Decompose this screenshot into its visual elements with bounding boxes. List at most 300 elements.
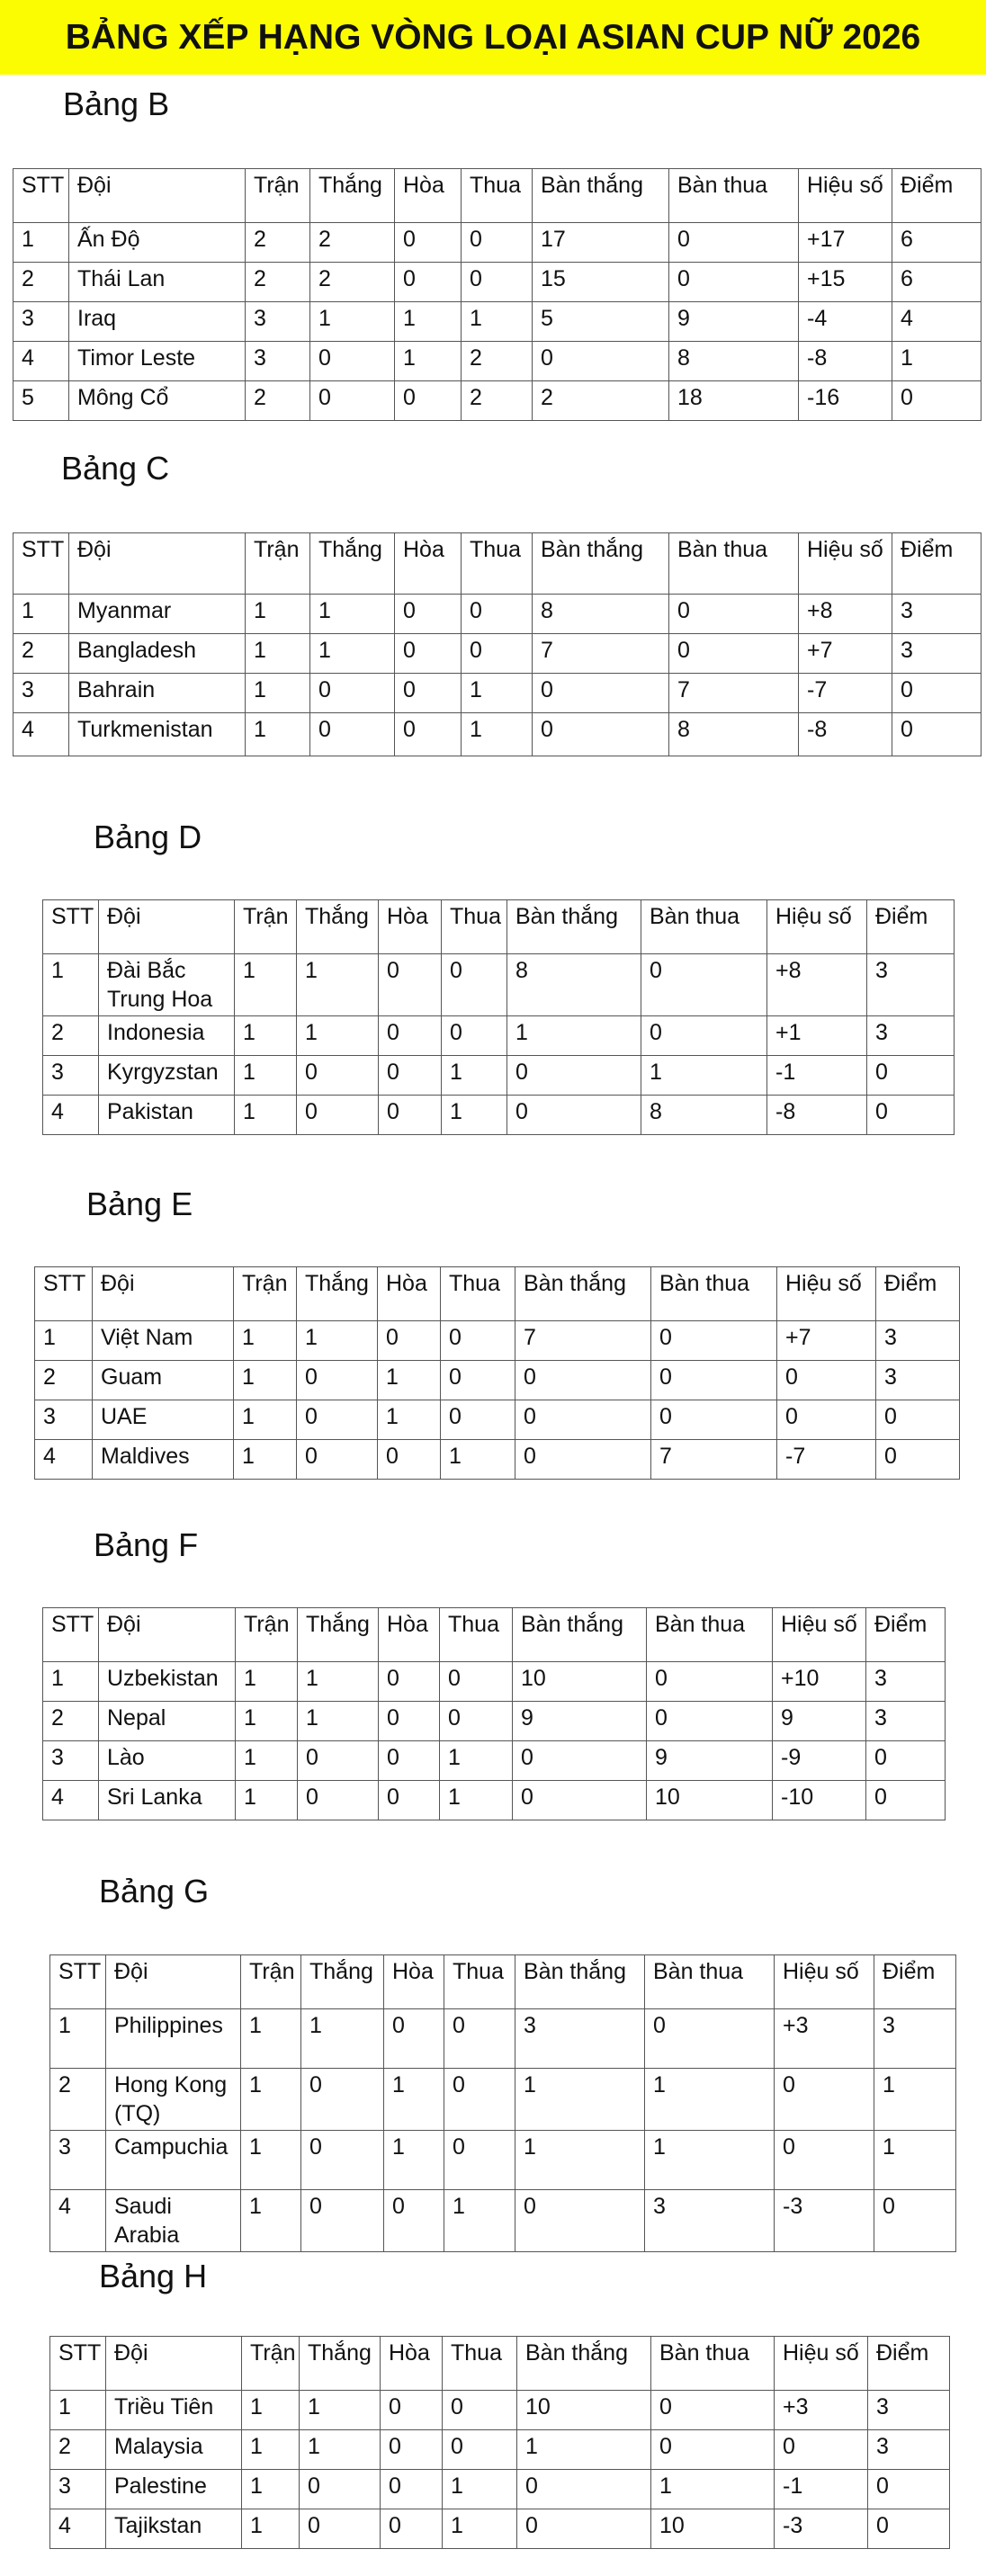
column-header: Hiệu số bbox=[775, 1955, 874, 2009]
team-name-cell: UAE bbox=[93, 1400, 234, 1440]
table-cell: 18 bbox=[669, 381, 799, 421]
column-header: Trận bbox=[236, 1608, 298, 1662]
column-header: Bàn thắng bbox=[533, 169, 669, 223]
team-name-cell: Nepal bbox=[99, 1702, 236, 1741]
table-row bbox=[13, 634, 982, 674]
column-header: STT bbox=[43, 900, 99, 954]
table-row bbox=[50, 2509, 950, 2549]
team-name-cell: Iraq bbox=[69, 302, 246, 342]
table-cell: 1 bbox=[384, 2069, 444, 2131]
table-cell: 1 bbox=[35, 1321, 93, 1361]
table-cell: 0 bbox=[775, 2430, 868, 2470]
table-cell: 1 bbox=[641, 1056, 767, 1096]
team-name-cell: Philippines bbox=[106, 2009, 241, 2069]
table-cell: 0 bbox=[866, 1741, 946, 1781]
table-cell: 1 bbox=[300, 2430, 381, 2470]
table-header-row bbox=[35, 1267, 960, 1321]
table-cell: 0 bbox=[297, 1361, 378, 1400]
column-header: Đội bbox=[69, 533, 246, 595]
table-cell: 0 bbox=[868, 2509, 950, 2549]
table-cell: 2 bbox=[43, 1702, 99, 1741]
table-cell: -16 bbox=[799, 381, 892, 421]
table-cell: 1 bbox=[310, 595, 395, 634]
column-header: Hiệu số bbox=[773, 1608, 866, 1662]
column-header: Trận bbox=[235, 900, 297, 954]
team-name-cell: Tajikstan bbox=[106, 2509, 242, 2549]
table-cell: 3 bbox=[866, 1662, 946, 1702]
table-cell: 3 bbox=[246, 302, 310, 342]
table-cell: 1 bbox=[246, 634, 310, 674]
table-cell: 0 bbox=[462, 263, 533, 302]
team-name-cell: Bahrain bbox=[69, 674, 246, 713]
group-title: Bảng H bbox=[99, 2258, 208, 2294]
table-cell: 1 bbox=[298, 1662, 379, 1702]
table-cell: 0 bbox=[513, 1781, 647, 1820]
team-name-cell: Sri Lanka bbox=[99, 1781, 236, 1820]
table-cell: 0 bbox=[379, 1056, 442, 1096]
column-header: Bàn thua bbox=[645, 1955, 775, 2009]
table-cell: 0 bbox=[379, 1016, 442, 1056]
table-cell: 0 bbox=[310, 381, 395, 421]
table-cell: 1 bbox=[43, 954, 99, 1016]
column-header: Bàn thắng bbox=[517, 2337, 651, 2391]
table-cell: 3 bbox=[246, 342, 310, 381]
table-cell: 1 bbox=[378, 1361, 441, 1400]
table-cell: 2 bbox=[310, 263, 395, 302]
column-header: Điểm bbox=[867, 900, 955, 954]
column-header: Bàn thua bbox=[641, 900, 767, 954]
table-cell: 1 bbox=[235, 1016, 297, 1056]
table-cell: 1 bbox=[236, 1781, 298, 1820]
table-cell: 0 bbox=[533, 713, 669, 756]
table-cell: 4 bbox=[892, 302, 982, 342]
table-cell: 3 bbox=[867, 1016, 955, 1056]
table-row bbox=[43, 1056, 955, 1096]
table-cell: 0 bbox=[300, 2509, 381, 2549]
table-cell: 0 bbox=[297, 1056, 379, 1096]
table-cell: 4 bbox=[50, 2190, 106, 2252]
column-header: Thắng bbox=[300, 2337, 381, 2391]
table-cell: 1 bbox=[234, 1321, 297, 1361]
column-header: Bàn thắng bbox=[507, 900, 641, 954]
table-cell: 1 bbox=[242, 2509, 300, 2549]
table-cell: 0 bbox=[462, 595, 533, 634]
table-cell: 0 bbox=[300, 2470, 381, 2509]
table-cell: 0 bbox=[533, 342, 669, 381]
column-header: Bàn thua bbox=[651, 2337, 775, 2391]
column-header: Trận bbox=[246, 169, 310, 223]
column-header: Thua bbox=[444, 1955, 515, 2009]
table-cell: 0 bbox=[443, 2430, 517, 2470]
table-cell: 0 bbox=[301, 2131, 384, 2190]
column-header: Hiệu số bbox=[767, 900, 867, 954]
table-cell: 1 bbox=[874, 2131, 956, 2190]
table-cell: 0 bbox=[441, 1400, 515, 1440]
table-cell: 0 bbox=[645, 2009, 775, 2069]
table-cell: 1 bbox=[441, 1440, 515, 1480]
column-header: Hòa bbox=[395, 169, 462, 223]
column-header: Thua bbox=[462, 169, 533, 223]
column-header: Điểm bbox=[892, 169, 982, 223]
table-cell: 0 bbox=[868, 2470, 950, 2509]
table-cell: 0 bbox=[297, 1440, 378, 1480]
table-row bbox=[50, 2430, 950, 2470]
table-cell: 0 bbox=[892, 381, 982, 421]
column-header: Điểm bbox=[866, 1608, 946, 1662]
table-cell: 2 bbox=[43, 1016, 99, 1056]
table-cell: 1 bbox=[234, 1440, 297, 1480]
table-cell: 0 bbox=[379, 954, 442, 1016]
table-cell: 0 bbox=[442, 954, 507, 1016]
column-header: Đội bbox=[69, 169, 246, 223]
table-cell: 1 bbox=[246, 674, 310, 713]
table-cell: 3 bbox=[13, 674, 69, 713]
table-cell: 0 bbox=[378, 1321, 441, 1361]
table-cell: 1 bbox=[440, 1741, 513, 1781]
column-header: Thua bbox=[443, 2337, 517, 2391]
table-cell: 0 bbox=[381, 2391, 443, 2430]
table-cell: 1 bbox=[515, 2069, 645, 2131]
table-cell: +8 bbox=[767, 954, 867, 1016]
table-cell: 0 bbox=[310, 713, 395, 756]
table-cell: -8 bbox=[799, 713, 892, 756]
column-header: Bàn thua bbox=[651, 1267, 777, 1321]
team-name-cell: Maldives bbox=[93, 1440, 234, 1480]
table-cell: 0 bbox=[517, 2470, 651, 2509]
table-cell: 7 bbox=[651, 1440, 777, 1480]
table-row bbox=[35, 1361, 960, 1400]
team-name-cell: Đài Bắc Trung Hoa bbox=[99, 954, 235, 1016]
table-cell: 1 bbox=[235, 954, 297, 1016]
table-cell: 1 bbox=[246, 595, 310, 634]
column-header: Hòa bbox=[384, 1955, 444, 2009]
table-cell: -10 bbox=[773, 1781, 866, 1820]
table-cell: 1 bbox=[297, 954, 379, 1016]
table-cell: 0 bbox=[647, 1702, 773, 1741]
table-cell: 0 bbox=[381, 2470, 443, 2509]
table-cell: 1 bbox=[651, 2470, 775, 2509]
table-cell: 0 bbox=[651, 2430, 775, 2470]
table-cell: 0 bbox=[517, 2509, 651, 2549]
table-cell: 0 bbox=[379, 1781, 440, 1820]
page-title: BẢNG XẾP HẠNG VÒNG LOẠI ASIAN CUP NỮ 2026 bbox=[0, 0, 986, 75]
table-cell: 0 bbox=[444, 2131, 515, 2190]
table-cell: 10 bbox=[513, 1662, 647, 1702]
table-cell: 1 bbox=[50, 2391, 106, 2430]
standings-table bbox=[13, 168, 982, 421]
table-cell: 4 bbox=[50, 2509, 106, 2549]
column-header: Trận bbox=[234, 1267, 297, 1321]
table-cell: +7 bbox=[777, 1321, 876, 1361]
table-cell: 8 bbox=[669, 713, 799, 756]
table-cell: 0 bbox=[395, 381, 462, 421]
table-cell: +17 bbox=[799, 223, 892, 263]
team-name-cell: Uzbekistan bbox=[99, 1662, 236, 1702]
table-cell: 1 bbox=[395, 342, 462, 381]
table-cell: 0 bbox=[866, 1781, 946, 1820]
table-cell: 0 bbox=[297, 1096, 379, 1135]
table-cell: 0 bbox=[669, 634, 799, 674]
table-cell: 0 bbox=[669, 263, 799, 302]
table-cell: 4 bbox=[35, 1440, 93, 1480]
table-cell: 0 bbox=[395, 634, 462, 674]
table-cell: 0 bbox=[462, 634, 533, 674]
group-title: Bảng B bbox=[63, 85, 170, 122]
table-cell: 0 bbox=[775, 2131, 874, 2190]
table-cell: 1 bbox=[462, 302, 533, 342]
column-header: Hòa bbox=[379, 1608, 440, 1662]
table-cell: 1 bbox=[13, 595, 69, 634]
group-title: Bảng C bbox=[61, 450, 170, 487]
table-cell: 0 bbox=[379, 1702, 440, 1741]
team-name-cell: Turkmenistan bbox=[69, 713, 246, 756]
table-cell: 0 bbox=[444, 2009, 515, 2069]
team-name-cell: Timor Leste bbox=[69, 342, 246, 381]
table-cell: 0 bbox=[443, 2391, 517, 2430]
table-row bbox=[43, 1662, 946, 1702]
table-cell: 0 bbox=[378, 1440, 441, 1480]
group-title: Bảng G bbox=[99, 1873, 210, 1910]
table-row bbox=[43, 1781, 946, 1820]
table-cell: 3 bbox=[35, 1400, 93, 1440]
table-cell: -7 bbox=[777, 1440, 876, 1480]
table-cell: 3 bbox=[645, 2190, 775, 2252]
group-title: Bảng E bbox=[86, 1185, 193, 1222]
table-cell: 1 bbox=[242, 2391, 300, 2430]
table-cell: 0 bbox=[651, 1361, 777, 1400]
table-cell: 1 bbox=[507, 1016, 641, 1056]
table-cell: 1 bbox=[462, 674, 533, 713]
column-header: Bàn thắng bbox=[515, 1267, 651, 1321]
table-header-row bbox=[43, 1608, 946, 1662]
table-cell: 3 bbox=[868, 2391, 950, 2430]
table-row bbox=[50, 2391, 950, 2430]
column-header: Bàn thua bbox=[669, 169, 799, 223]
column-header: Đội bbox=[106, 1955, 241, 2009]
table-cell: 0 bbox=[301, 2190, 384, 2252]
table-cell: 10 bbox=[647, 1781, 773, 1820]
team-name-cell: Malaysia bbox=[106, 2430, 242, 2470]
table-cell: +3 bbox=[775, 2391, 868, 2430]
table-cell: 2 bbox=[246, 223, 310, 263]
column-header: Bàn thua bbox=[647, 1608, 773, 1662]
table-cell: 1 bbox=[297, 1016, 379, 1056]
table-cell: 0 bbox=[515, 2190, 645, 2252]
table-cell: 1 bbox=[236, 1662, 298, 1702]
table-cell: 3 bbox=[50, 2131, 106, 2190]
table-cell: 0 bbox=[384, 2190, 444, 2252]
table-cell: 15 bbox=[533, 263, 669, 302]
column-header: Hòa bbox=[378, 1267, 441, 1321]
table-cell: 0 bbox=[442, 1016, 507, 1056]
table-cell: 0 bbox=[876, 1400, 960, 1440]
table-cell: 7 bbox=[533, 634, 669, 674]
table-cell: 2 bbox=[246, 263, 310, 302]
table-cell: 1 bbox=[444, 2190, 515, 2252]
column-header: Hòa bbox=[379, 900, 442, 954]
table-cell: 1 bbox=[301, 2009, 384, 2069]
table-cell: 0 bbox=[874, 2190, 956, 2252]
team-name-cell: Triều Tiên bbox=[106, 2391, 242, 2430]
table-cell: 1 bbox=[246, 713, 310, 756]
standings-table bbox=[13, 532, 982, 756]
table-row bbox=[13, 381, 982, 421]
table-row bbox=[43, 1741, 946, 1781]
table-row bbox=[35, 1440, 960, 1480]
table-row bbox=[43, 1016, 955, 1056]
table-cell: 1 bbox=[235, 1096, 297, 1135]
table-cell: 0 bbox=[515, 1361, 651, 1400]
table-cell: 0 bbox=[298, 1741, 379, 1781]
table-cell: 8 bbox=[507, 954, 641, 1016]
table-cell: 1 bbox=[378, 1400, 441, 1440]
column-header: Trận bbox=[242, 2337, 300, 2391]
table-row bbox=[50, 2190, 956, 2252]
table-cell: 0 bbox=[297, 1400, 378, 1440]
table-cell: 2 bbox=[13, 263, 69, 302]
team-name-cell: Saudi Arabia bbox=[106, 2190, 241, 2252]
table-cell: 0 bbox=[777, 1400, 876, 1440]
column-header: Điểm bbox=[892, 533, 982, 595]
table-header-row bbox=[50, 1955, 956, 2009]
table-cell: 0 bbox=[384, 2009, 444, 2069]
table-cell: 8 bbox=[641, 1096, 767, 1135]
column-header: Bàn thua bbox=[669, 533, 799, 595]
table-cell: 2 bbox=[462, 381, 533, 421]
table-cell: 6 bbox=[892, 223, 982, 263]
table-cell: 1 bbox=[43, 1662, 99, 1702]
table-cell: 0 bbox=[651, 1400, 777, 1440]
team-name-cell: Thái Lan bbox=[69, 263, 246, 302]
table-cell: 2 bbox=[462, 342, 533, 381]
table-cell: 1 bbox=[645, 2131, 775, 2190]
table-cell: 0 bbox=[379, 1096, 442, 1135]
column-header: Điểm bbox=[874, 1955, 956, 2009]
table-cell: 0 bbox=[395, 713, 462, 756]
table-cell: 3 bbox=[876, 1321, 960, 1361]
team-name-cell: Hong Kong (TQ) bbox=[106, 2069, 241, 2131]
column-header: STT bbox=[13, 169, 69, 223]
table-cell: 0 bbox=[395, 263, 462, 302]
team-name-cell: Guam bbox=[93, 1361, 234, 1400]
column-header: STT bbox=[35, 1267, 93, 1321]
table-row bbox=[13, 674, 982, 713]
table-cell: 3 bbox=[43, 1056, 99, 1096]
table-cell: 1 bbox=[234, 1361, 297, 1400]
column-header: Thắng bbox=[297, 1267, 378, 1321]
table-cell: 1 bbox=[13, 223, 69, 263]
table-cell: +15 bbox=[799, 263, 892, 302]
table-cell: 8 bbox=[669, 342, 799, 381]
table-cell: 1 bbox=[241, 2190, 301, 2252]
table-cell: 8 bbox=[533, 595, 669, 634]
table-cell: 0 bbox=[381, 2430, 443, 2470]
table-cell: 0 bbox=[641, 954, 767, 1016]
table-cell: 0 bbox=[395, 674, 462, 713]
team-name-cell: Mông Cổ bbox=[69, 381, 246, 421]
table-cell: 2 bbox=[50, 2069, 106, 2131]
table-cell: 1 bbox=[242, 2430, 300, 2470]
team-name-cell: Campuchia bbox=[106, 2131, 241, 2190]
table-cell: 0 bbox=[301, 2069, 384, 2131]
table-cell: 2 bbox=[13, 634, 69, 674]
table-cell: 3 bbox=[50, 2470, 106, 2509]
table-row bbox=[43, 1096, 955, 1135]
table-cell: 3 bbox=[515, 2009, 645, 2069]
table-row bbox=[50, 2470, 950, 2509]
table-cell: 5 bbox=[13, 381, 69, 421]
table-cell: 10 bbox=[517, 2391, 651, 2430]
table-row bbox=[13, 223, 982, 263]
table-row bbox=[13, 713, 982, 756]
column-header: Hiệu số bbox=[775, 2337, 868, 2391]
table-cell: 3 bbox=[867, 954, 955, 1016]
column-header: Hòa bbox=[381, 2337, 443, 2391]
table-cell: 0 bbox=[444, 2069, 515, 2131]
table-cell: -4 bbox=[799, 302, 892, 342]
standings-table bbox=[42, 899, 955, 1135]
table-cell: 1 bbox=[50, 2009, 106, 2069]
column-header: Thắng bbox=[298, 1608, 379, 1662]
table-row bbox=[13, 342, 982, 381]
table-cell: 1 bbox=[442, 1056, 507, 1096]
team-name-cell: Ấn Độ bbox=[69, 223, 246, 263]
table-cell: -3 bbox=[775, 2509, 868, 2549]
table-cell: -7 bbox=[799, 674, 892, 713]
column-header: Hiệu số bbox=[799, 533, 892, 595]
table-cell: 0 bbox=[441, 1361, 515, 1400]
table-cell: 0 bbox=[647, 1662, 773, 1702]
table-cell: 2 bbox=[50, 2430, 106, 2470]
column-header: STT bbox=[13, 533, 69, 595]
table-cell: 1 bbox=[515, 2131, 645, 2190]
team-name-cell: Indonesia bbox=[99, 1016, 235, 1056]
table-cell: 4 bbox=[43, 1781, 99, 1820]
table-cell: -9 bbox=[773, 1741, 866, 1781]
column-header: Thua bbox=[441, 1267, 515, 1321]
table-cell: 0 bbox=[379, 1662, 440, 1702]
column-header: STT bbox=[43, 1608, 99, 1662]
table-cell: 1 bbox=[874, 2069, 956, 2131]
team-name-cell: Bangladesh bbox=[69, 634, 246, 674]
column-header: Bàn thắng bbox=[533, 533, 669, 595]
table-cell: 2 bbox=[310, 223, 395, 263]
table-cell: 0 bbox=[669, 223, 799, 263]
table-cell: -8 bbox=[767, 1096, 867, 1135]
table-row bbox=[13, 595, 982, 634]
table-cell: 0 bbox=[381, 2509, 443, 2549]
table-header-row bbox=[13, 533, 982, 595]
table-cell: 1 bbox=[443, 2509, 517, 2549]
table-cell: 0 bbox=[513, 1741, 647, 1781]
table-cell: 1 bbox=[236, 1702, 298, 1741]
table-cell: 1 bbox=[645, 2069, 775, 2131]
column-header: Trận bbox=[241, 1955, 301, 2009]
table-cell: 2 bbox=[533, 381, 669, 421]
table-cell: -1 bbox=[767, 1056, 867, 1096]
table-cell: 0 bbox=[876, 1440, 960, 1480]
table-cell: 0 bbox=[651, 1321, 777, 1361]
table-cell: 0 bbox=[641, 1016, 767, 1056]
table-cell: 0 bbox=[507, 1056, 641, 1096]
table-cell: 1 bbox=[241, 2069, 301, 2131]
table-cell: 1 bbox=[462, 713, 533, 756]
table-cell: 0 bbox=[379, 1741, 440, 1781]
column-header: Thắng bbox=[310, 533, 395, 595]
table-cell: 3 bbox=[892, 634, 982, 674]
table-cell: 0 bbox=[669, 595, 799, 634]
table-cell: 3 bbox=[874, 2009, 956, 2069]
